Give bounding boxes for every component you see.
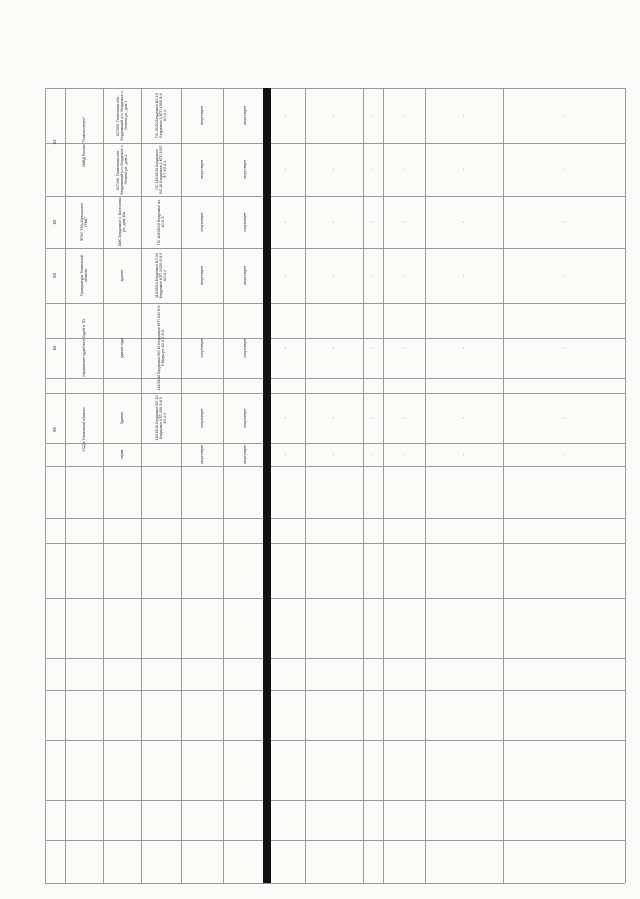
status-value: отсутствует (199, 338, 204, 358)
empty-dash-cell (305, 303, 363, 393)
object-name-cell (103, 303, 141, 393)
empty-dash-cell (425, 88, 503, 143)
empty-dash-cell (383, 88, 425, 143)
empty-dash-cell (503, 393, 625, 443)
status-value-cell (223, 248, 267, 303)
table-row-divider (45, 800, 625, 801)
organization-name: УМВД России "Тюменьэнерго" (81, 116, 86, 168)
status-value-cell (181, 303, 223, 393)
empty-dash-cell (363, 393, 383, 443)
status-value-cell (181, 196, 223, 248)
object-name: здание суда (119, 337, 124, 359)
empty-dash: - (400, 417, 407, 419)
empty-dash-cell (305, 443, 363, 466)
empty-dash: - (400, 168, 407, 171)
object-name: Здание (119, 411, 124, 425)
object-name-cell (103, 88, 141, 143)
table-row-divider (45, 840, 625, 841)
empty-dash-cell (425, 303, 503, 393)
supply-scheme-cell (141, 443, 181, 466)
object-name: гараж (119, 449, 124, 460)
object-name: АМС Бердюжье с, Восточная ул., дом 11а (117, 197, 126, 247)
object-name: 627000, Тюменская обл., Бердюжский р-н, Бердюжье с, Ленина ул., дом 1 (115, 90, 129, 141)
empty-dash: - (330, 417, 337, 419)
empty-dash: - (400, 453, 407, 456)
supply-scheme: 110/35/10 Бердюжье ВЛ-10 Бердюжье КТП 250 Ф-6 б КЛ-0,4 (154, 395, 168, 441)
empty-dash: - (560, 347, 567, 349)
empty-dash-cell (425, 196, 503, 248)
status-value: отсутствует (199, 212, 204, 232)
empty-dash: - (282, 274, 289, 277)
empty-dash: - (560, 221, 567, 223)
row-number: 93 (51, 273, 57, 278)
empty-dash: - (460, 453, 467, 456)
status-value-cell (223, 196, 267, 248)
empty-dash: - (460, 274, 467, 277)
object-name-cell (103, 393, 141, 443)
empty-dash: - (330, 114, 337, 117)
status-value-cell (223, 443, 267, 466)
empty-dash: - (560, 168, 567, 171)
row-number-cell (45, 248, 65, 303)
empty-dash: - (400, 347, 407, 349)
empty-dash: - (460, 221, 467, 223)
status-value: отсутствует (199, 444, 204, 465)
empty-dash: - (282, 114, 289, 117)
table-row-divider (45, 658, 625, 659)
organization-name: ФГБУ "Обь-Иртышское УГМС" (79, 202, 88, 242)
table-row-divider (45, 543, 625, 544)
object-name: 627400, Тюменская обл., Бердюжский р-н, Бердюжье с, Ленина ул., дом 2 (115, 144, 129, 195)
supply-scheme-cell (141, 393, 181, 443)
status-value: отсутствует (199, 105, 204, 126)
supply-scheme-cell (141, 196, 181, 248)
row-number: 92 (51, 219, 57, 225)
empty-dash: - (282, 417, 289, 419)
table-row-divider (45, 690, 625, 691)
object-name-cell (103, 443, 141, 466)
status-value-cell (223, 88, 267, 143)
status-value-cell (181, 393, 223, 443)
status-value: отсутствует (199, 408, 204, 428)
empty-dash: - (460, 168, 467, 171)
organization-name-cell (65, 303, 103, 393)
empty-dash: - (369, 221, 376, 223)
supply-scheme: 110/35/10 Бердюжье ВЛ-10 Бердюжье КТП 2*250 Ф-6 б КЛ-0,4 (154, 252, 168, 299)
status-value: отсутствует (199, 265, 204, 286)
organization-name-cell (65, 88, 103, 196)
empty-dash: - (330, 221, 337, 223)
empty-dash-cell (267, 443, 305, 466)
empty-dash-cell (305, 143, 363, 196)
empty-dash: - (369, 417, 376, 419)
supply-scheme-cell (141, 303, 181, 393)
supply-scheme: 110/35/10 Бердюжье ВЛ-10 Бердюжье КТП 250 Ф-6 б Мира ул. КЛ-0,4 Ф-5 (156, 305, 165, 391)
status-value-cell (223, 143, 267, 196)
organization-name: Управление судебного Судей в ТО (81, 319, 86, 377)
empty-dash-cell (267, 393, 305, 443)
table-row-divider (45, 598, 625, 599)
object-name-cell (103, 196, 141, 248)
row-number-cell (45, 303, 65, 393)
empty-dash-cell (425, 393, 503, 443)
empty-dash-cell (383, 443, 425, 466)
empty-dash-cell (267, 88, 305, 143)
empty-dash: - (282, 453, 289, 456)
status-value-cell (181, 248, 223, 303)
supply-scheme: ПС 110/35/10 Бердюжье яч. 10 Ф-3 (156, 199, 165, 246)
organization-name-cell (65, 248, 103, 303)
row-number: 95 (51, 427, 57, 432)
status-value-cell (181, 443, 223, 466)
empty-dash: - (369, 453, 376, 456)
empty-dash: - (560, 114, 567, 117)
table-row-divider (45, 740, 625, 741)
status-value-cell (223, 303, 267, 393)
empty-dash-cell (503, 143, 625, 196)
empty-dash: - (460, 417, 467, 419)
empty-dash: - (369, 274, 376, 277)
empty-dash-cell (267, 143, 305, 196)
empty-dash-cell (305, 196, 363, 248)
supply-scheme-cell (141, 248, 181, 303)
object-name: здание (119, 269, 124, 282)
empty-dash: - (400, 114, 407, 117)
empty-dash: - (282, 221, 289, 223)
table-row-divider (45, 466, 625, 467)
organization-name: Прокуратура Тюменской области (79, 255, 88, 296)
row-number: 31 (51, 139, 57, 145)
supply-scheme (142, 444, 180, 465)
object-name-cell (103, 248, 141, 303)
empty-dash-cell (503, 196, 625, 248)
status-value: отсутствует (242, 159, 247, 180)
empty-dash: - (330, 274, 337, 277)
supply-scheme-cell (141, 143, 181, 196)
status-value: отсутствует (242, 212, 247, 232)
empty-dash-cell (363, 303, 383, 393)
table-column-divider (625, 88, 626, 883)
status-value-cell (181, 143, 223, 196)
empty-dash: - (330, 453, 337, 456)
status-value: отсутствует (242, 265, 247, 286)
empty-dash-cell (267, 303, 305, 393)
empty-dash-cell (383, 303, 425, 393)
empty-dash: - (369, 168, 376, 171)
empty-dash-cell (267, 248, 305, 303)
empty-dash: - (282, 347, 289, 349)
status-value: отсутствует (242, 105, 247, 126)
status-value: отсутствует (199, 159, 204, 180)
status-value-cell (181, 88, 223, 143)
empty-dash-cell (267, 196, 305, 248)
empty-dash-cell (503, 303, 625, 393)
table-row-divider (45, 883, 625, 884)
empty-dash-cell (425, 143, 503, 196)
empty-dash-cell (383, 143, 425, 196)
empty-dash-cell (383, 248, 425, 303)
empty-dash-cell (363, 443, 383, 466)
empty-dash: - (460, 347, 467, 349)
status-value: отсутствует (242, 444, 247, 465)
empty-dash-cell (305, 248, 363, 303)
empty-dash-cell (425, 443, 503, 466)
row-number-cell (45, 196, 65, 248)
empty-dash: - (330, 168, 337, 171)
supply-scheme-cell (141, 88, 181, 143)
empty-dash: - (400, 221, 407, 223)
empty-dash-cell (363, 196, 383, 248)
supply-scheme: ПС 110/35/10 Бердюжье ВЛ-10 Бердюжье-2 КТП 1007 Ф-7 КЛ-0,4 (154, 145, 168, 194)
empty-dash: - (330, 347, 337, 349)
organization-name: УСД в Тюменской области (81, 407, 86, 452)
row-number: 94 (51, 345, 57, 351)
object-name-cell (103, 143, 141, 196)
supply-scheme: ПС 35/10 Бердюжье ВЛ-10 Бердюжье-1 КТП 1005 Ф-6 КЛ-0,4 (154, 93, 168, 138)
empty-dash-cell (383, 393, 425, 443)
row-number-cell (45, 88, 65, 196)
empty-dash-cell (363, 143, 383, 196)
empty-dash-cell (425, 248, 503, 303)
status-value: отсутствует (242, 408, 247, 428)
empty-dash-cell (503, 248, 625, 303)
empty-dash-cell (503, 88, 625, 143)
table-row-divider (45, 518, 625, 519)
empty-dash: - (369, 114, 376, 117)
empty-dash: - (460, 114, 467, 117)
empty-dash: - (400, 274, 407, 277)
empty-dash: - (560, 417, 567, 419)
empty-dash-cell (363, 88, 383, 143)
empty-dash: - (560, 274, 567, 277)
empty-dash-cell (503, 443, 625, 466)
status-value: отсутствует (242, 338, 247, 358)
empty-dash: - (560, 453, 567, 456)
empty-dash-cell (305, 88, 363, 143)
empty-dash: - (282, 168, 289, 171)
rotated-table (45, 88, 625, 883)
empty-dash-cell (305, 393, 363, 443)
organization-name-cell (65, 393, 103, 466)
organization-name-cell (65, 196, 103, 248)
status-value-cell (223, 393, 267, 443)
empty-dash-cell (363, 248, 383, 303)
row-number-cell (45, 393, 65, 466)
empty-dash: - (369, 347, 376, 349)
empty-dash-cell (383, 196, 425, 248)
